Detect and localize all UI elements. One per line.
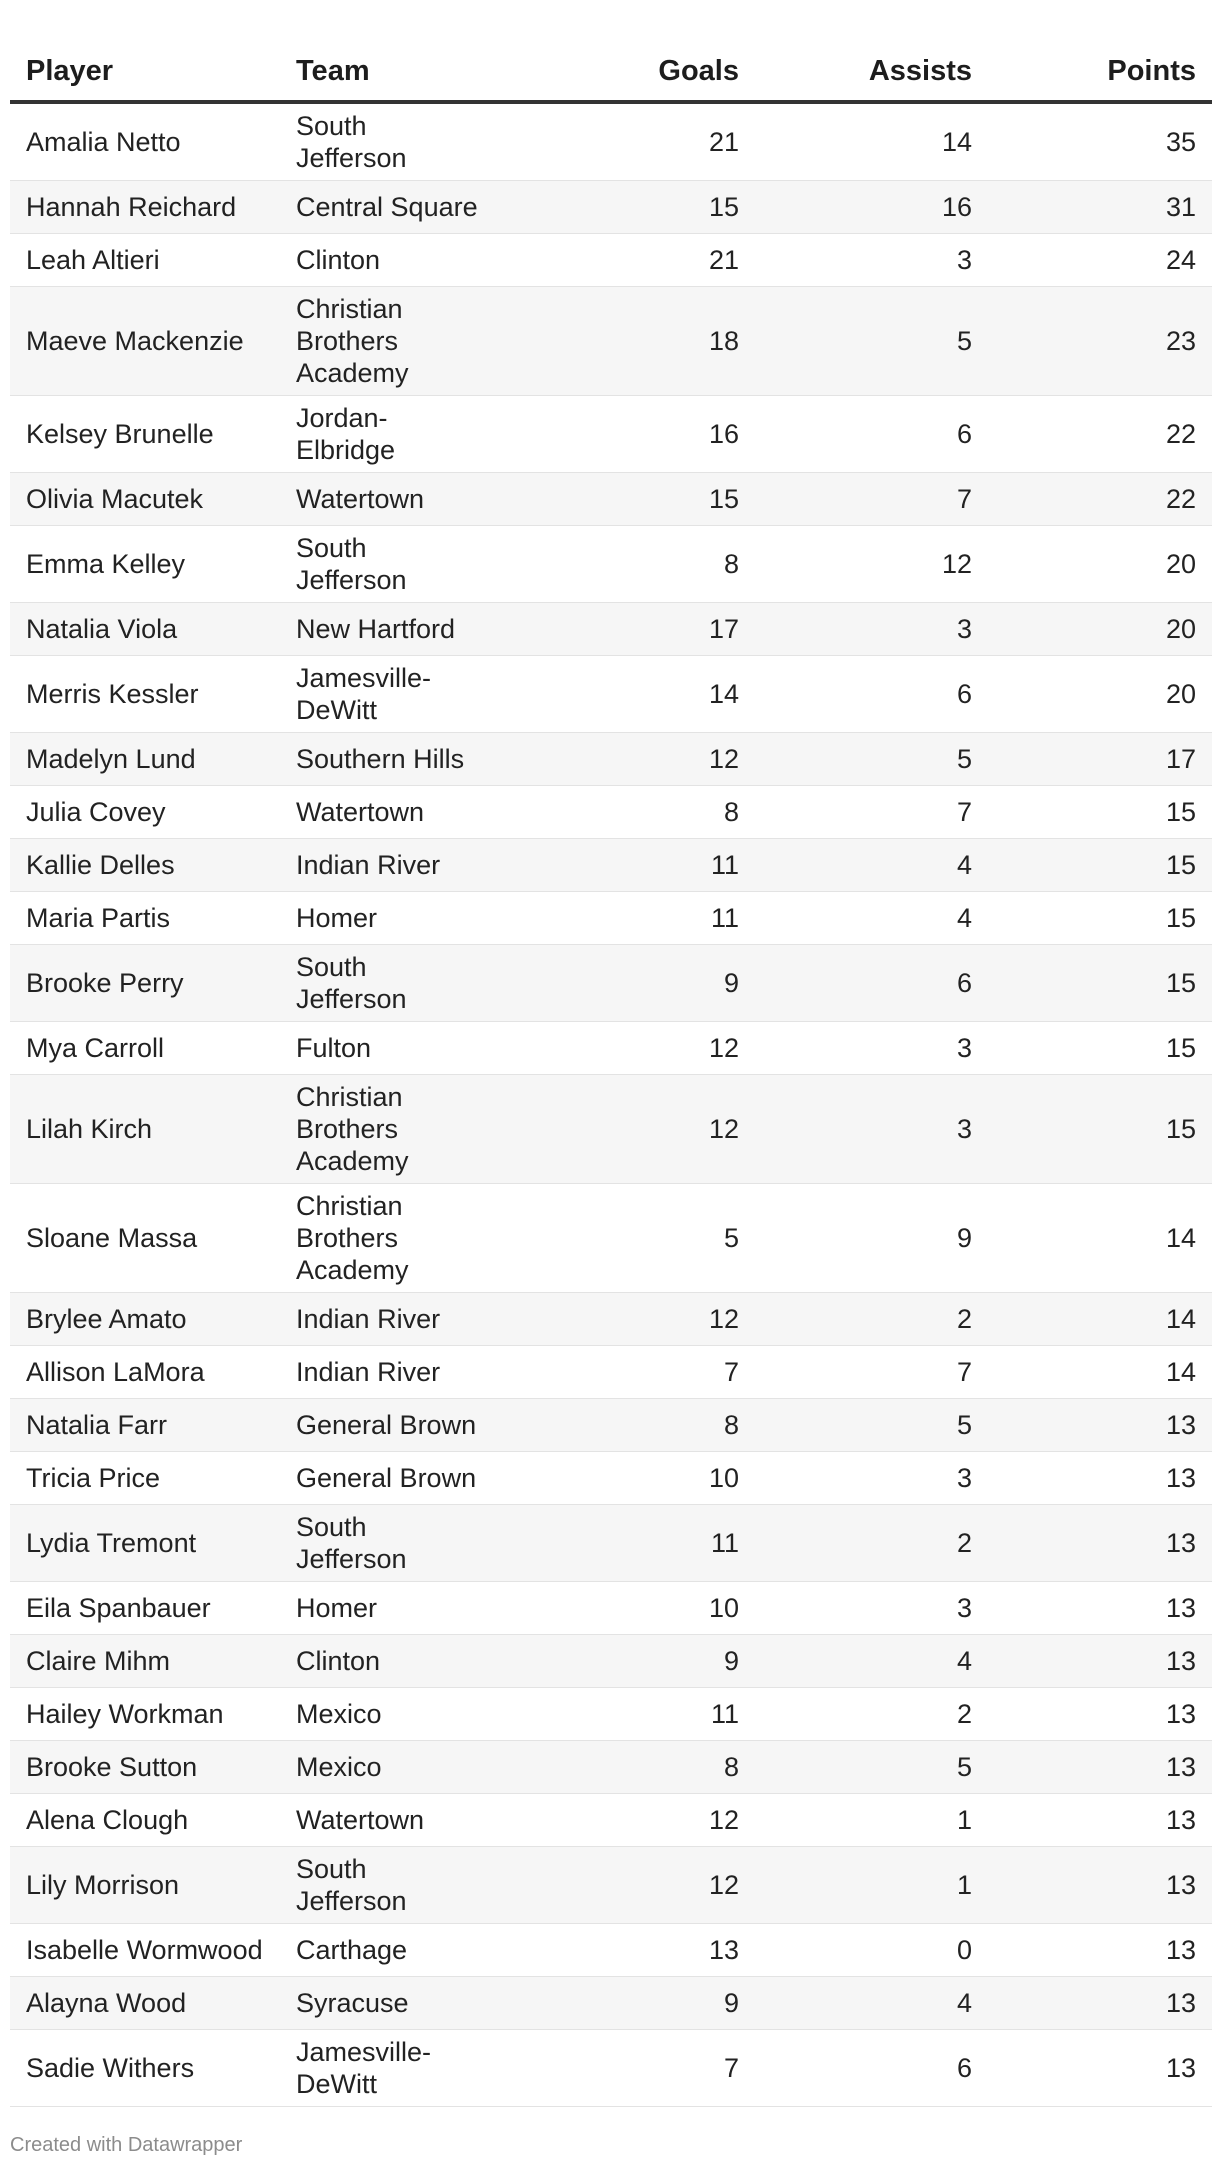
points-cell: 20 [988,603,1212,656]
table-row [10,1635,1212,1688]
table-row [10,1022,1212,1075]
footer-credit: Created with Datawrapper [10,2134,243,2156]
assists-cell: 4 [755,839,988,892]
points-cell: 22 [988,473,1212,526]
points-cell: 13 [988,1977,1212,2030]
goals-cell: 21 [485,234,755,287]
points-cell: 13 [988,1505,1212,1582]
assists-cell: 6 [755,396,988,473]
points-cell: 20 [988,526,1212,603]
team-cell: Southern Hills [280,733,485,786]
table-row [10,733,1212,786]
points-cell: 13 [988,1688,1212,1741]
table-row [10,526,1212,603]
assists-cell: 3 [755,1452,988,1505]
header-row [10,40,1212,102]
points-cell: 15 [988,1022,1212,1075]
goals-cell: 7 [485,1346,755,1399]
points-cell: 13 [988,1794,1212,1847]
player-cell: Madelyn Lund [10,733,280,786]
player-cell: Kelsey Brunelle [10,396,280,473]
team-cell: Clinton [280,1635,485,1688]
team-cell: Jordan-Elbridge [280,396,485,473]
team-cell: General Brown [280,1399,485,1452]
player-cell: Maria Partis [10,892,280,945]
table-row [10,1505,1212,1582]
assists-cell: 2 [755,1688,988,1741]
points-cell: 13 [988,1847,1212,1924]
team-cell: South Jefferson [280,1847,485,1924]
goals-cell: 15 [485,181,755,234]
team-cell: South Jefferson [280,1505,485,1582]
player-cell: Merris Kessler [10,656,280,733]
assists-cell: 5 [755,287,988,396]
table-row [10,1924,1212,1977]
points-cell: 13 [988,1924,1212,1977]
table-row [10,1184,1212,1293]
player-cell: Allison LaMora [10,1346,280,1399]
player-cell: Eila Spanbauer [10,1582,280,1635]
team-cell: Christian Brothers Academy [280,1184,485,1293]
player-cell: Julia Covey [10,786,280,839]
table-row [10,656,1212,733]
assists-cell: 5 [755,1399,988,1452]
goals-cell: 5 [485,1184,755,1293]
player-cell: Sadie Withers [10,2030,280,2107]
points-cell: 14 [988,1184,1212,1293]
goals-cell: 11 [485,1688,755,1741]
points-cell: 13 [988,1741,1212,1794]
points-cell: 15 [988,892,1212,945]
player-cell: Hannah Reichard [10,181,280,234]
table-row [10,473,1212,526]
table-row [10,603,1212,656]
table-row [10,396,1212,473]
goals-cell: 8 [485,1399,755,1452]
goals-cell: 18 [485,287,755,396]
points-cell: 14 [988,1293,1212,1346]
column-header-player: Player [10,40,280,102]
points-cell: 13 [988,2030,1212,2107]
team-cell: Jamesville-DeWitt [280,656,485,733]
team-cell: New Hartford [280,603,485,656]
player-stats-table [10,40,1212,2107]
goals-cell: 11 [485,892,755,945]
team-cell: Jamesville-DeWitt [280,2030,485,2107]
player-cell: Natalia Farr [10,1399,280,1452]
goals-cell: 15 [485,473,755,526]
team-cell: South Jefferson [280,102,485,181]
goals-cell: 12 [485,1293,755,1346]
assists-cell: 4 [755,1635,988,1688]
table-body [10,102,1212,2107]
team-cell: Indian River [280,1346,485,1399]
table-row [10,234,1212,287]
column-header-assists: Assists [755,40,988,102]
points-cell: 31 [988,181,1212,234]
points-cell: 15 [988,945,1212,1022]
team-cell: Watertown [280,473,485,526]
goals-cell: 9 [485,1977,755,2030]
assists-cell: 14 [755,102,988,181]
assists-cell: 4 [755,1977,988,2030]
assists-cell: 5 [755,733,988,786]
column-header-team: Team [280,40,485,102]
goals-cell: 9 [485,1635,755,1688]
table-row [10,1977,1212,2030]
assists-cell: 3 [755,603,988,656]
team-cell: South Jefferson [280,945,485,1022]
table-row [10,1582,1212,1635]
goals-cell: 12 [485,1847,755,1924]
player-cell: Leah Altieri [10,234,280,287]
team-cell: Homer [280,1582,485,1635]
table-row [10,102,1212,181]
player-cell: Kallie Delles [10,839,280,892]
goals-cell: 12 [485,733,755,786]
team-cell: Homer [280,892,485,945]
player-cell: Brooke Sutton [10,1741,280,1794]
points-cell: 22 [988,396,1212,473]
table-row [10,786,1212,839]
goals-cell: 21 [485,102,755,181]
assists-cell: 3 [755,234,988,287]
team-cell: Indian River [280,839,485,892]
column-header-points: Points [988,40,1212,102]
goals-cell: 10 [485,1452,755,1505]
player-cell: Isabelle Wormwood [10,1924,280,1977]
team-cell: South Jefferson [280,526,485,603]
goals-cell: 8 [485,526,755,603]
goals-cell: 8 [485,786,755,839]
points-cell: 17 [988,733,1212,786]
assists-cell: 2 [755,1293,988,1346]
goals-cell: 17 [485,603,755,656]
team-cell: Carthage [280,1924,485,1977]
points-cell: 20 [988,656,1212,733]
table-row [10,1847,1212,1924]
assists-cell: 2 [755,1505,988,1582]
player-cell: Maeve Mackenzie [10,287,280,396]
points-cell: 13 [988,1582,1212,1635]
assists-cell: 1 [755,1847,988,1924]
assists-cell: 7 [755,473,988,526]
goals-cell: 12 [485,1022,755,1075]
goals-cell: 14 [485,656,755,733]
assists-cell: 3 [755,1075,988,1184]
goals-cell: 9 [485,945,755,1022]
points-cell: 23 [988,287,1212,396]
goals-cell: 12 [485,1794,755,1847]
table-row [10,1794,1212,1847]
table-row [10,945,1212,1022]
assists-cell: 16 [755,181,988,234]
goals-cell: 7 [485,2030,755,2107]
table-row [10,1688,1212,1741]
player-cell: Tricia Price [10,1452,280,1505]
table-row [10,1075,1212,1184]
assists-cell: 6 [755,656,988,733]
player-cell: Hailey Workman [10,1688,280,1741]
stats-table-container [10,40,1212,2107]
player-cell: Lily Morrison [10,1847,280,1924]
player-cell: Lydia Tremont [10,1505,280,1582]
player-cell: Natalia Viola [10,603,280,656]
table-row [10,1399,1212,1452]
team-cell: Syracuse [280,1977,485,2030]
team-cell: Christian Brothers Academy [280,287,485,396]
team-cell: General Brown [280,1452,485,1505]
goals-cell: 16 [485,396,755,473]
team-cell: Watertown [280,1794,485,1847]
assists-cell: 7 [755,786,988,839]
points-cell: 13 [988,1452,1212,1505]
assists-cell: 6 [755,2030,988,2107]
assists-cell: 4 [755,892,988,945]
assists-cell: 0 [755,1924,988,1977]
points-cell: 14 [988,1346,1212,1399]
player-cell: Brylee Amato [10,1293,280,1346]
player-cell: Amalia Netto [10,102,280,181]
goals-cell: 10 [485,1582,755,1635]
goals-cell: 8 [485,1741,755,1794]
table-row [10,287,1212,396]
assists-cell: 3 [755,1022,988,1075]
assists-cell: 1 [755,1794,988,1847]
points-cell: 24 [988,234,1212,287]
points-cell: 15 [988,839,1212,892]
table-row [10,1452,1212,1505]
table-row [10,2030,1212,2107]
player-cell: Mya Carroll [10,1022,280,1075]
player-cell: Sloane Massa [10,1184,280,1293]
assists-cell: 7 [755,1346,988,1399]
table-row [10,839,1212,892]
player-cell: Brooke Perry [10,945,280,1022]
table-row [10,892,1212,945]
points-cell: 35 [988,102,1212,181]
player-cell: Alena Clough [10,1794,280,1847]
table-header [10,40,1212,102]
team-cell: Fulton [280,1022,485,1075]
team-cell: Christian Brothers Academy [280,1075,485,1184]
assists-cell: 3 [755,1582,988,1635]
player-cell: Lilah Kirch [10,1075,280,1184]
table-row [10,1741,1212,1794]
points-cell: 13 [988,1635,1212,1688]
goals-cell: 11 [485,1505,755,1582]
team-cell: Mexico [280,1741,485,1794]
assists-cell: 6 [755,945,988,1022]
points-cell: 15 [988,786,1212,839]
assists-cell: 12 [755,526,988,603]
team-cell: Central Square [280,181,485,234]
goals-cell: 11 [485,839,755,892]
goals-cell: 13 [485,1924,755,1977]
table-row [10,1346,1212,1399]
assists-cell: 5 [755,1741,988,1794]
player-cell: Alayna Wood [10,1977,280,2030]
player-cell: Emma Kelley [10,526,280,603]
column-header-goals: Goals [485,40,755,102]
team-cell: Watertown [280,786,485,839]
points-cell: 13 [988,1399,1212,1452]
player-cell: Claire Mihm [10,1635,280,1688]
goals-cell: 12 [485,1075,755,1184]
player-cell: Olivia Macutek [10,473,280,526]
table-row [10,181,1212,234]
points-cell: 15 [988,1075,1212,1184]
team-cell: Indian River [280,1293,485,1346]
assists-cell: 9 [755,1184,988,1293]
team-cell: Clinton [280,234,485,287]
team-cell: Mexico [280,1688,485,1741]
table-row [10,1293,1212,1346]
